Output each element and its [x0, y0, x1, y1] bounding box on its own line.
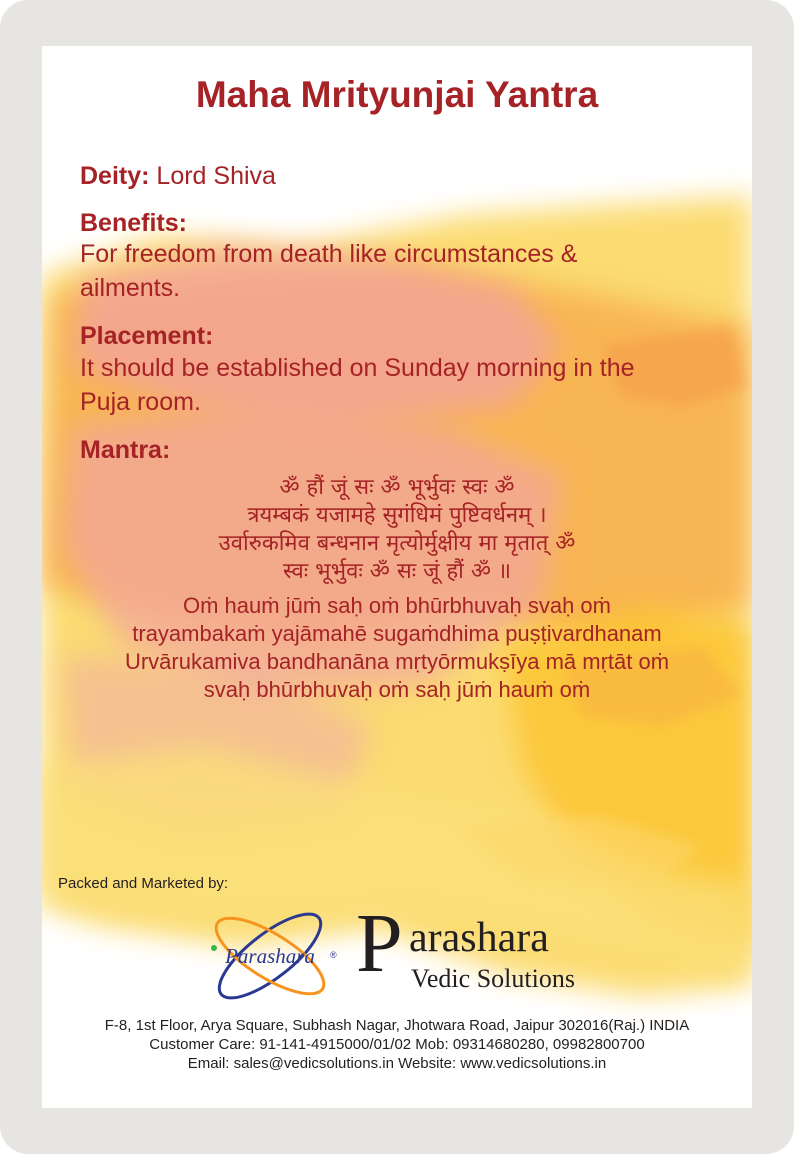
- mantra-label: Mantra:: [80, 436, 171, 464]
- benefits-label: Benefits:: [80, 209, 187, 237]
- placement-line-1: It should be established on Sunday morning in the: [80, 354, 635, 382]
- footer-customer-care: Customer Care: 91-141-4915000/01/02 Mob: 09314680280, 09982800700: [149, 1036, 645, 1053]
- mantra-roman-line: trayambakaṁ yajāmahē sugaṁdhima puṣṭivardhanam: [132, 621, 662, 646]
- mantra-devanagari-line: ॐ हौं जूं सः ॐ भूर्भुवः स्वः ॐ: [279, 475, 515, 500]
- footer-address: F-8, 1st Floor, Arya Square, Subhash Nagar, Jhotwara Road, Jaipur 302016(Raj.) INDIA: [104, 1017, 690, 1034]
- page-title: Maha Mrityunjai Yantra: [195, 74, 599, 115]
- brand-subtitle: Vedic Solutions: [411, 964, 575, 993]
- footer-contact: Email: sales@vedicsolutions.in Website: www.vedicsolutions.in: [187, 1055, 607, 1072]
- mantra-roman-line: svaḥ bhūrbhuvaḥ oṁ saḥ jūṁ hauṁ oṁ: [203, 677, 591, 702]
- mantra-roman-line: Urvārukamiva bandhanāna mṛtyōrmukṣīya mā mṛtāt oṁ: [124, 649, 670, 674]
- deity-line: [80, 159, 714, 193]
- deity-label: Deity:: [80, 162, 150, 190]
- yantra-card: [42, 46, 752, 1108]
- mantra-devanagari-line: स्वः भूर्भुवः ॐ सः जूं हौं ॐ ॥: [282, 559, 512, 584]
- parashara-brand-logo: [356, 897, 656, 1002]
- brand-name: arashara: [409, 915, 549, 961]
- deity-value: Lord Shiva: [156, 162, 276, 190]
- mantra-devanagari-line: त्रयम्बकं यजामहे सुगंधिमं पुष्टिवर्धनम् ।: [247, 503, 547, 528]
- svg-text:Parashara: Parashara: [225, 944, 315, 968]
- placement-label: Placement:: [80, 322, 214, 350]
- mantra-roman-line: Oṁ hauṁ jūṁ saḥ oṁ bhūrbhuvaḥ svaḥ oṁ: [183, 593, 611, 618]
- mantra-text: [42, 474, 752, 704]
- mantra-devanagari-line: उर्वारुकमिव बन्धनान मृत्योर्मुक्षीय मा मृतात् ॐ: [218, 531, 576, 556]
- packed-by-label: Packed and Marketed by:: [58, 875, 229, 892]
- parashara-emblem-logo: [200, 908, 340, 1004]
- brand-initial: P: [356, 897, 403, 990]
- benefits-line-2: ailments.: [80, 274, 181, 302]
- placement-line-2: Puja room.: [80, 388, 201, 416]
- contact-footer: [42, 1016, 752, 1073]
- benefits-line-1: For freedom from death like circumstances &: [80, 240, 578, 268]
- svg-text:®: ®: [330, 950, 337, 960]
